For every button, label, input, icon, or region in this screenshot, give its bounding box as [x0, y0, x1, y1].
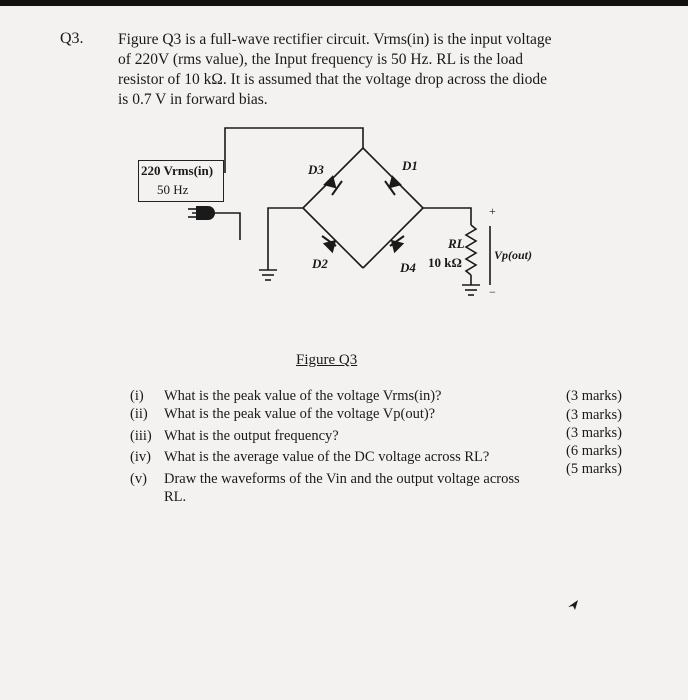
- subquestion-item: (iii) What is the output frequency?: [130, 428, 339, 444]
- bridge-edge-d4: [363, 208, 423, 268]
- marks-label: (3 marks): [566, 425, 622, 441]
- intro-line: Figure Q3 is a full-wave rectifier circuit. Vrms(in) is the input voltage: [118, 31, 552, 48]
- subquestion-continuation: RL.: [164, 489, 187, 505]
- intro-line: resistor of 10 kΩ. It is assumed that the voltage drop across the diode: [118, 71, 548, 88]
- d2-label: D2: [312, 256, 328, 271]
- intro-line: is 0.7 V in forward bias.: [118, 91, 268, 108]
- source-frequency-label: 50 Hz: [157, 182, 189, 197]
- marks-label: (3 marks): [566, 388, 622, 404]
- wire-to-load: [423, 208, 471, 225]
- minus-sign: −: [489, 285, 496, 299]
- d1-label: D1: [402, 158, 418, 173]
- subquestion-item: (i) What is the peak value of the voltage Vrms(in)?: [130, 388, 442, 404]
- plus-sign: +: [489, 204, 496, 218]
- source-label-box: [138, 160, 224, 202]
- mouse-cursor-icon: [566, 598, 580, 612]
- rl-label: RL: [448, 236, 465, 251]
- load-resistor: [466, 225, 476, 275]
- ground-left-icon: [259, 270, 277, 280]
- subquestion-item: (iv) What is the average value of the DC voltage across RL?: [130, 449, 490, 465]
- marks-label: (6 marks): [566, 443, 622, 459]
- figure-caption: Figure Q3: [296, 352, 358, 368]
- marks-label: (5 marks): [566, 461, 622, 477]
- question-number: Q3.: [60, 30, 84, 47]
- wire-ground-left: [268, 208, 303, 270]
- rl-value-label: 10 kΩ: [428, 255, 462, 270]
- subquestion-item: (ii) What is the peak value of the voltage Vp(out)?: [130, 406, 436, 422]
- d4-label: D4: [400, 260, 416, 275]
- wire-source-bottom: [212, 213, 240, 240]
- wire-top-loop: [225, 128, 363, 173]
- vout-label: Vp(out): [494, 248, 533, 262]
- intro-line: of 220V (rms value), the Input frequency is 50 Hz. RL is the load: [118, 51, 524, 68]
- source-voltage-label: 220 Vrms(in): [141, 163, 214, 178]
- d3-label: D3: [308, 162, 324, 177]
- ground-right-icon: [462, 285, 480, 295]
- subquestion-item: (v) Draw the waveforms of the Vin and the output voltage across: [130, 471, 520, 487]
- marks-label: (3 marks): [566, 407, 622, 423]
